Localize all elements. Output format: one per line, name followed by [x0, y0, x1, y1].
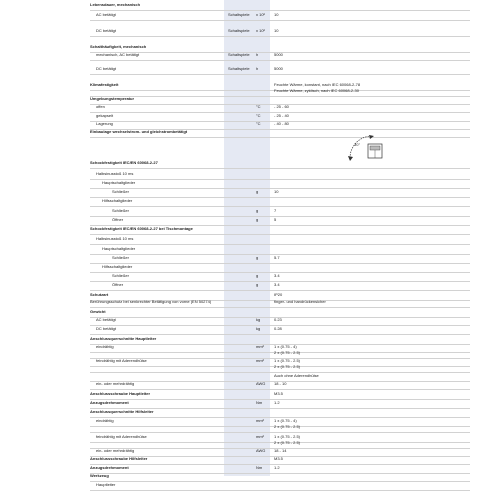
- spec-label: Halbsinusstoß 10 ms: [96, 236, 134, 241]
- spec-value: 10: [274, 28, 279, 33]
- spec-row: [90, 364, 470, 373]
- spec-row: [90, 299, 470, 308]
- spec-label: Anschlussquerschnitte Hilfsleiter: [90, 409, 154, 414]
- spec-row: [90, 391, 470, 400]
- spec-label: DC betätigt: [96, 28, 117, 33]
- spec-label: Hilfsschaltglieder: [102, 198, 133, 203]
- spec-row: [90, 409, 470, 418]
- spec-unit-secondary: g: [256, 217, 259, 222]
- spec-label: Lagerung: [96, 121, 113, 126]
- spec-row: [90, 317, 470, 326]
- spec-value: 10: [274, 12, 279, 17]
- spec-label: AC betätigt: [96, 12, 116, 17]
- spec-unit-secondary: g: [256, 208, 259, 213]
- spec-unit-secondary: h: [256, 66, 259, 71]
- spec-label: Schließer: [112, 273, 129, 278]
- spec-row: [90, 381, 470, 390]
- spec-value: 0.23: [274, 317, 282, 322]
- spec-label: Schockfestigkeit IEC/EN 60068-2-27: [90, 160, 158, 165]
- spec-unit-secondary: mm²: [256, 434, 264, 439]
- spec-label: Hauptschaltglieder: [102, 246, 136, 251]
- spec-row: [90, 208, 470, 217]
- spec-label: DC betätigt: [96, 326, 117, 331]
- spec-label: Anschlussquerschnitte Hauptleiter: [90, 336, 157, 341]
- spec-unit-secondary: °C: [256, 104, 261, 109]
- spec-unit-secondary: g: [256, 189, 259, 194]
- spec-unit-secondary: °C: [256, 121, 261, 126]
- spec-value: - 25 - 60: [274, 104, 289, 109]
- spec-value: 1 x (0.75 - 4): [274, 344, 297, 349]
- spec-value: 18 - 14: [274, 448, 287, 453]
- spec-value: Feuchte Wärme, zyklisch, nach IEC 60068-2-30: [274, 88, 359, 93]
- spec-label: Hilfsschaltglieder: [102, 264, 133, 269]
- spec-label: eindrähtig: [96, 344, 114, 349]
- spec-unit-secondary: °C: [256, 113, 261, 118]
- spec-label: Schließer: [112, 255, 129, 260]
- spec-row: [90, 180, 470, 189]
- spec-row: [90, 255, 470, 264]
- spec-label: Öffner: [112, 282, 124, 287]
- spec-label: Lebensdauer, mechanisch: [90, 2, 141, 7]
- spec-row: [90, 28, 470, 37]
- spec-label: Schließer: [112, 208, 129, 213]
- spec-value: 5000: [274, 52, 283, 57]
- spec-value: M3.5: [274, 456, 283, 461]
- spec-label: Halbsinusstoß 10 ms: [96, 171, 134, 176]
- spec-label: gekapselt: [96, 113, 114, 118]
- spec-label: Umgebungstemperatur: [90, 96, 135, 101]
- spec-row: [90, 198, 470, 207]
- spec-label: Schockfestigkeit IEC/EN 60068-2-27 bei Tischmontage: [90, 226, 193, 231]
- spec-value: 3.4: [274, 273, 280, 278]
- spec-unit-secondary: g: [256, 282, 259, 287]
- spec-label: offen: [96, 104, 105, 109]
- spec-row: [90, 236, 470, 245]
- spec-unit-secondary: Nm: [256, 465, 263, 470]
- spec-label: Anschlussschraube Hilfsleiter: [90, 456, 148, 461]
- spec-unit-secondary: x 10⁶: [256, 12, 266, 17]
- spec-row: [90, 473, 470, 482]
- spec-label: Schutzart: [90, 292, 109, 297]
- spec-unit-secondary: x 10⁶: [256, 28, 266, 33]
- spec-value: 1.2: [274, 465, 280, 470]
- spec-value: - 25 - 40: [274, 113, 289, 118]
- spec-unit-secondary: h: [256, 52, 259, 57]
- spec-row: [90, 129, 470, 138]
- spec-label: ein- oder mehrdrähtig: [96, 448, 135, 453]
- spec-label: mechanisch, AC betätigt: [96, 52, 140, 57]
- spec-unit-primary: Schaltspiele: [228, 66, 250, 71]
- spec-value: 2 x (0.75 - 2.5): [274, 364, 301, 369]
- spec-row: [90, 171, 470, 180]
- spec-label: Anschlussschraube Hauptleiter: [90, 391, 151, 396]
- spec-row: [90, 160, 470, 169]
- spec-row: [90, 12, 470, 21]
- spec-value: - 40 - 80: [274, 121, 289, 126]
- mounting-orientation-diagram: [340, 126, 390, 166]
- spec-row: [90, 282, 470, 291]
- spec-value: 3.4: [274, 282, 280, 287]
- spec-row: [90, 189, 470, 198]
- spec-value: 1.2: [274, 400, 280, 405]
- spec-label: Werkzeug: [90, 473, 109, 478]
- spec-label: Hauptschaltglieder: [102, 180, 136, 185]
- spec-unit-secondary: mm²: [256, 418, 264, 423]
- spec-label: Berührungsschutz bei senkrechter Betätigung von vorne (EN 50274): [90, 299, 212, 304]
- spec-value: Feuchte Wärme, konstant, nach IEC 60068-2-78: [274, 82, 361, 87]
- spec-unit-secondary: AWG: [256, 448, 266, 453]
- spec-label: Öffner: [112, 217, 124, 222]
- spec-value: 5.7: [274, 255, 280, 260]
- spec-value: 1 x (0.75 - 2.5): [274, 358, 301, 363]
- spec-label: feindrähtig mit Aderendhülse: [96, 434, 147, 439]
- spec-label: ein- oder mehrdrähtig: [96, 381, 135, 386]
- spec-unit-primary: Schaltspiele: [228, 12, 250, 17]
- spec-row: [90, 246, 470, 255]
- spec-label: Gewicht: [90, 309, 106, 314]
- spec-label: Anzugsdrehmoment: [90, 465, 129, 470]
- spec-label: AC betätigt: [96, 317, 116, 322]
- spec-unit-secondary: AWG: [256, 381, 266, 386]
- spec-label: Einbaulage wechselstrom- und gleichstrombetätigt: [90, 129, 188, 134]
- spec-label: eindrähtig: [96, 418, 114, 423]
- spec-row: [90, 456, 470, 465]
- spec-value: 5000: [274, 66, 283, 71]
- spec-row: [90, 482, 470, 491]
- spec-row: [90, 264, 470, 273]
- spec-value: M3.5: [274, 391, 283, 396]
- spec-unit-primary: Schaltspiele: [228, 52, 250, 57]
- spec-value: 5: [274, 217, 277, 222]
- spec-value: 18 - 10: [274, 381, 287, 386]
- spec-value: IP20: [274, 292, 283, 297]
- spec-value: 2 x (0.75 - 2.5): [274, 440, 301, 445]
- spec-unit-secondary: kg: [256, 317, 261, 322]
- spec-value: 2 x (0.75 - 2.5): [274, 424, 301, 429]
- spec-label: feindrähtig mit Aderendhülse: [96, 358, 147, 363]
- spec-label: Schalthäufigkeit, mechanisch: [90, 44, 147, 49]
- spec-row: [90, 400, 470, 409]
- spec-unit-secondary: g: [256, 273, 259, 278]
- spec-value: 7: [274, 208, 277, 213]
- spec-label: Schließer: [112, 189, 129, 194]
- spec-label: Hauptleiter: [96, 482, 116, 487]
- spec-value: 2 x (0.75 - 2.5): [274, 350, 301, 355]
- spec-value: 1 x (0.75 - 4): [274, 418, 297, 423]
- spec-value: 10: [274, 189, 279, 194]
- spec-unit-primary: Schaltspiele: [228, 28, 250, 33]
- spec-unit-secondary: Nm: [256, 400, 263, 405]
- spec-value: finger- und handrückensicher: [274, 299, 326, 304]
- spec-row: [90, 424, 470, 433]
- angle-label: 30°: [354, 142, 361, 147]
- spec-label: Anzugsdrehmoment: [90, 400, 129, 405]
- spec-row: [90, 217, 470, 226]
- spec-value: 1 x (0.75 - 2.5): [274, 434, 301, 439]
- spec-row: [90, 326, 470, 335]
- spec-label: Klimafestigkeit: [90, 82, 119, 87]
- spec-row: [90, 66, 470, 75]
- spec-row: [90, 2, 470, 11]
- spec-row: [90, 52, 470, 61]
- spec-value: 0.28: [274, 326, 282, 331]
- spec-label: DC betätigt: [96, 66, 117, 71]
- spec-unit-secondary: mm²: [256, 344, 264, 349]
- spec-unit-secondary: kg: [256, 326, 261, 331]
- spec-row: [90, 104, 470, 113]
- spec-row: [90, 273, 470, 282]
- spec-unit-secondary: g: [256, 255, 259, 260]
- spec-value: Auch ohne Aderendhülse: [274, 373, 319, 378]
- spec-row: [90, 226, 470, 235]
- spec-unit-secondary: mm²: [256, 358, 264, 363]
